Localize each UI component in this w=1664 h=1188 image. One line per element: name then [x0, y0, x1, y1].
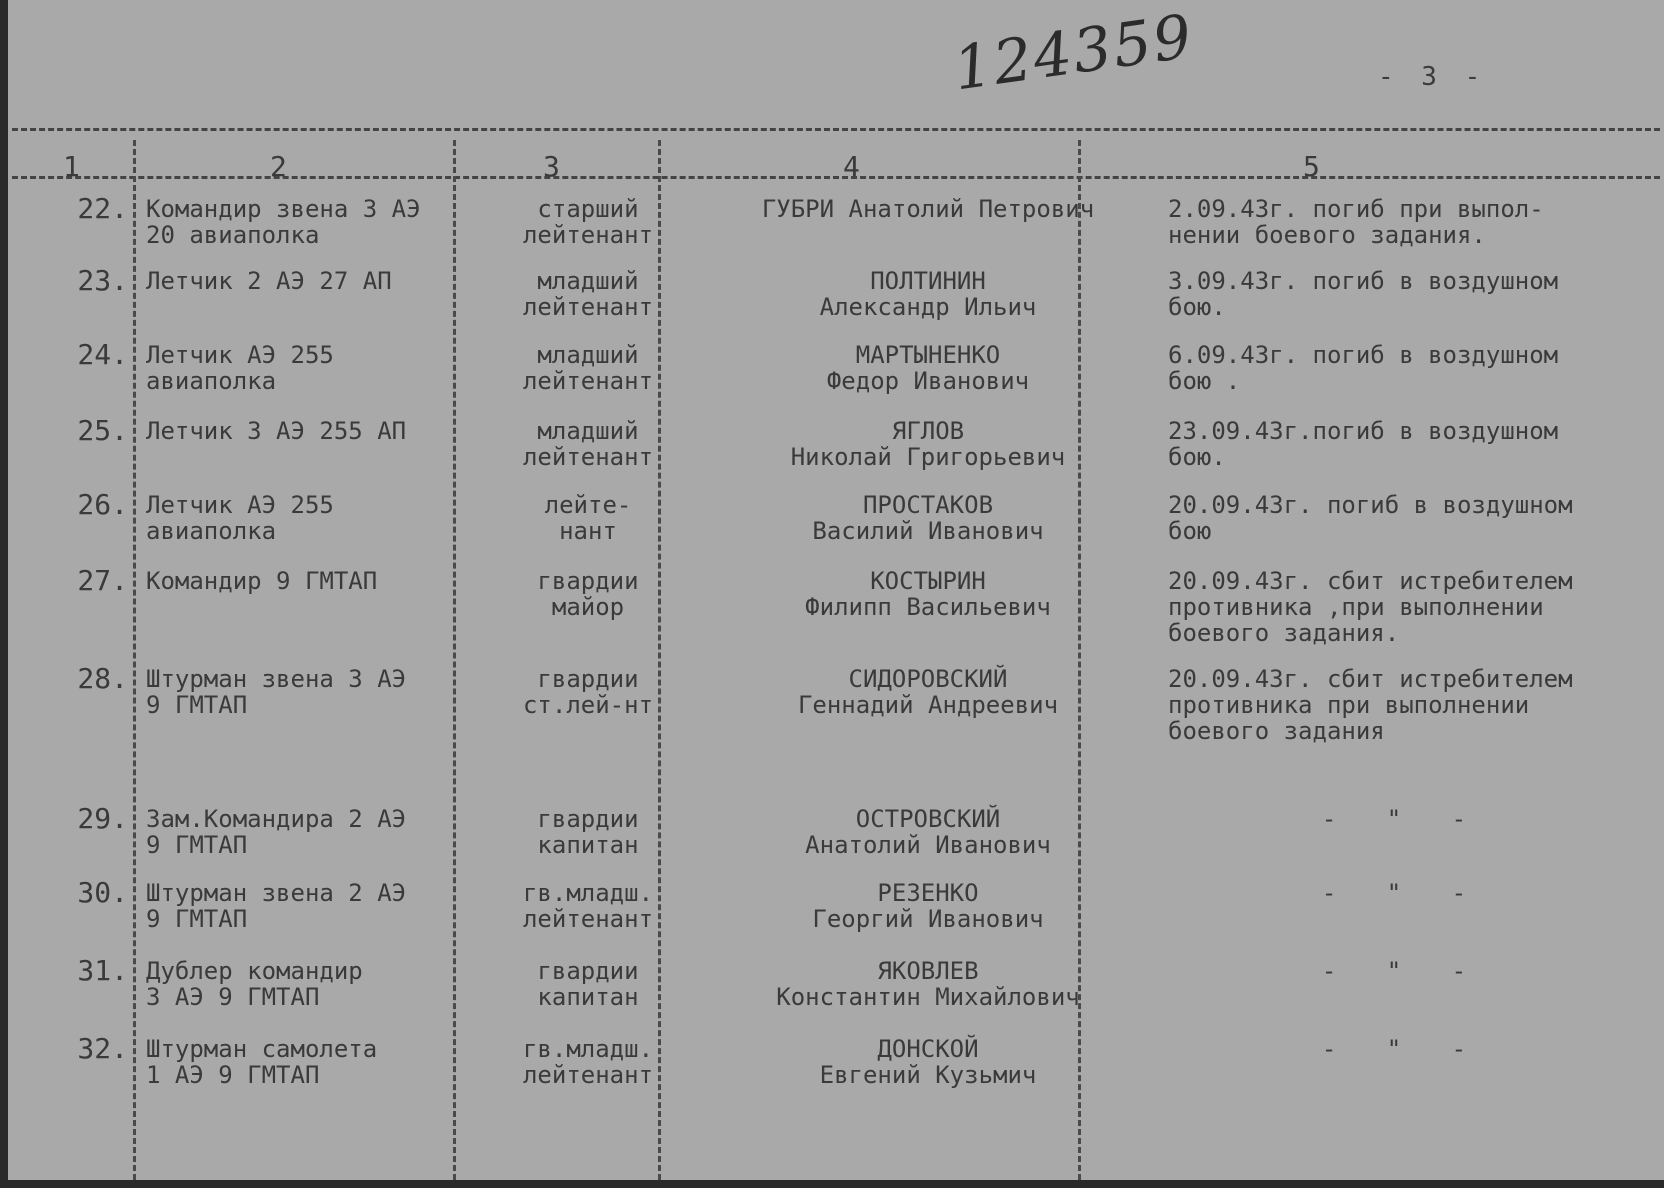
- name-cell: ОСТРОВСКИЙ Анатолий Иванович: [805, 805, 1051, 859]
- column-number: 5: [1303, 150, 1320, 183]
- rank-cell: младший лейтенант: [522, 417, 654, 471]
- rank-cell: лейте- нант: [544, 491, 632, 545]
- name-cell: ПРОСТАКОВ Василий Иванович: [812, 491, 1044, 545]
- row-number: 24.: [77, 338, 128, 371]
- position-cell: Штурман звена 2 АЭ 9 ГМТАП: [146, 879, 407, 933]
- fate-cell: 20.09.43г. сбит истребителем противника при выполнении боевого задания: [1168, 665, 1573, 745]
- row-number: 29.: [77, 802, 128, 835]
- row-number: 26.: [77, 488, 128, 521]
- ditto-mark: - " -: [1321, 1035, 1485, 1063]
- row-number: 31.: [77, 954, 128, 987]
- ditto-mark: - " -: [1321, 957, 1485, 985]
- row-number: 27.: [77, 564, 128, 597]
- column-number: 4: [843, 150, 860, 183]
- name-cell: ЯГЛОВ Николай Григорьевич: [790, 417, 1066, 471]
- rank-cell: гвардии капитан: [537, 957, 639, 1011]
- rank-cell: гвардии ст.лей-нт: [522, 665, 654, 719]
- position-cell: Летчик АЭ 255 авиаполка: [146, 341, 334, 395]
- rank-cell: старший лейтенант: [522, 195, 654, 249]
- position-cell: Командир 9 ГМТАП: [146, 567, 378, 595]
- column-divider: [453, 140, 456, 1180]
- position-cell: Командир звена 3 АЭ 20 авиаполка: [146, 195, 421, 249]
- row-number: 22.: [77, 192, 128, 225]
- name-cell: МАРТЫНЕНКО Федор Иванович: [826, 341, 1030, 395]
- name-cell: КОСТЫРИН Филипп Васильевич: [805, 567, 1051, 621]
- rank-cell: младший лейтенант: [522, 341, 654, 395]
- name-cell: ПОЛТИНИН Александр Ильич: [819, 267, 1037, 321]
- row-number: 23.: [77, 264, 128, 297]
- row-number: 30.: [77, 876, 128, 909]
- row-number: 32.: [77, 1032, 128, 1065]
- position-cell: Летчик АЭ 255 авиаполка: [146, 491, 334, 545]
- row-number: 25.: [77, 414, 128, 447]
- fate-cell: 23.09.43г.погиб в воздушном бою.: [1168, 417, 1559, 471]
- rank-cell: гв.младш. лейтенант: [522, 1035, 654, 1089]
- ditto-mark: - " -: [1321, 879, 1485, 907]
- fate-cell: 20.09.43г. сбит истребителем противника ,при выполнении боевого задания.: [1168, 567, 1573, 647]
- column-number: 1: [63, 150, 80, 183]
- page-number: - 3 -: [1378, 62, 1487, 92]
- fate-cell: 20.09.43г. погиб в воздушном бою: [1168, 491, 1573, 545]
- rank-cell: гвардии капитан: [537, 805, 639, 859]
- column-number: 2: [270, 150, 287, 183]
- fate-cell: 6.09.43г. погиб в воздушном бою .: [1168, 341, 1559, 395]
- document-sheet: [8, 0, 1664, 1180]
- name-cell: ДОНСКОЙ Евгений Кузьмич: [819, 1035, 1037, 1089]
- position-cell: Дублер командир 3 АЭ 9 ГМТАП: [146, 957, 363, 1011]
- name-cell: ГУБРИ Анатолий Петрович: [761, 195, 1095, 223]
- name-cell: СИДОРОВСКИЙ Геннадий Андреевич: [797, 665, 1059, 719]
- position-cell: Штурман самолета 1 АЭ 9 ГМТАП: [146, 1035, 378, 1089]
- header-rule-top: [12, 128, 1660, 131]
- name-cell: ЯКОВЛЕВ Константин Михайлович: [776, 957, 1080, 1011]
- name-cell: РЕЗЕНКО Георгий Иванович: [812, 879, 1044, 933]
- position-cell: Штурман звена 3 АЭ 9 ГМТАП: [146, 665, 407, 719]
- rank-cell: гвардии майор: [537, 567, 639, 621]
- column-divider: [133, 140, 136, 1180]
- position-cell: Зам.Командира 2 АЭ 9 ГМТАП: [146, 805, 407, 859]
- archive-stamp-number: 124359: [949, 1, 1198, 105]
- rank-cell: гв.младш. лейтенант: [522, 879, 654, 933]
- position-cell: Летчик 3 АЭ 255 АП: [146, 417, 407, 445]
- ditto-mark: - " -: [1321, 805, 1485, 833]
- column-number: 3: [543, 150, 560, 183]
- rank-cell: младший лейтенант: [522, 267, 654, 321]
- fate-cell: 2.09.43г. погиб при выпол- нении боевого задания.: [1168, 195, 1544, 249]
- fate-cell: 3.09.43г. погиб в воздушном бою.: [1168, 267, 1559, 321]
- position-cell: Летчик 2 АЭ 27 АП: [146, 267, 392, 295]
- row-number: 28.: [77, 662, 128, 695]
- header-rule-bottom: [12, 176, 1660, 179]
